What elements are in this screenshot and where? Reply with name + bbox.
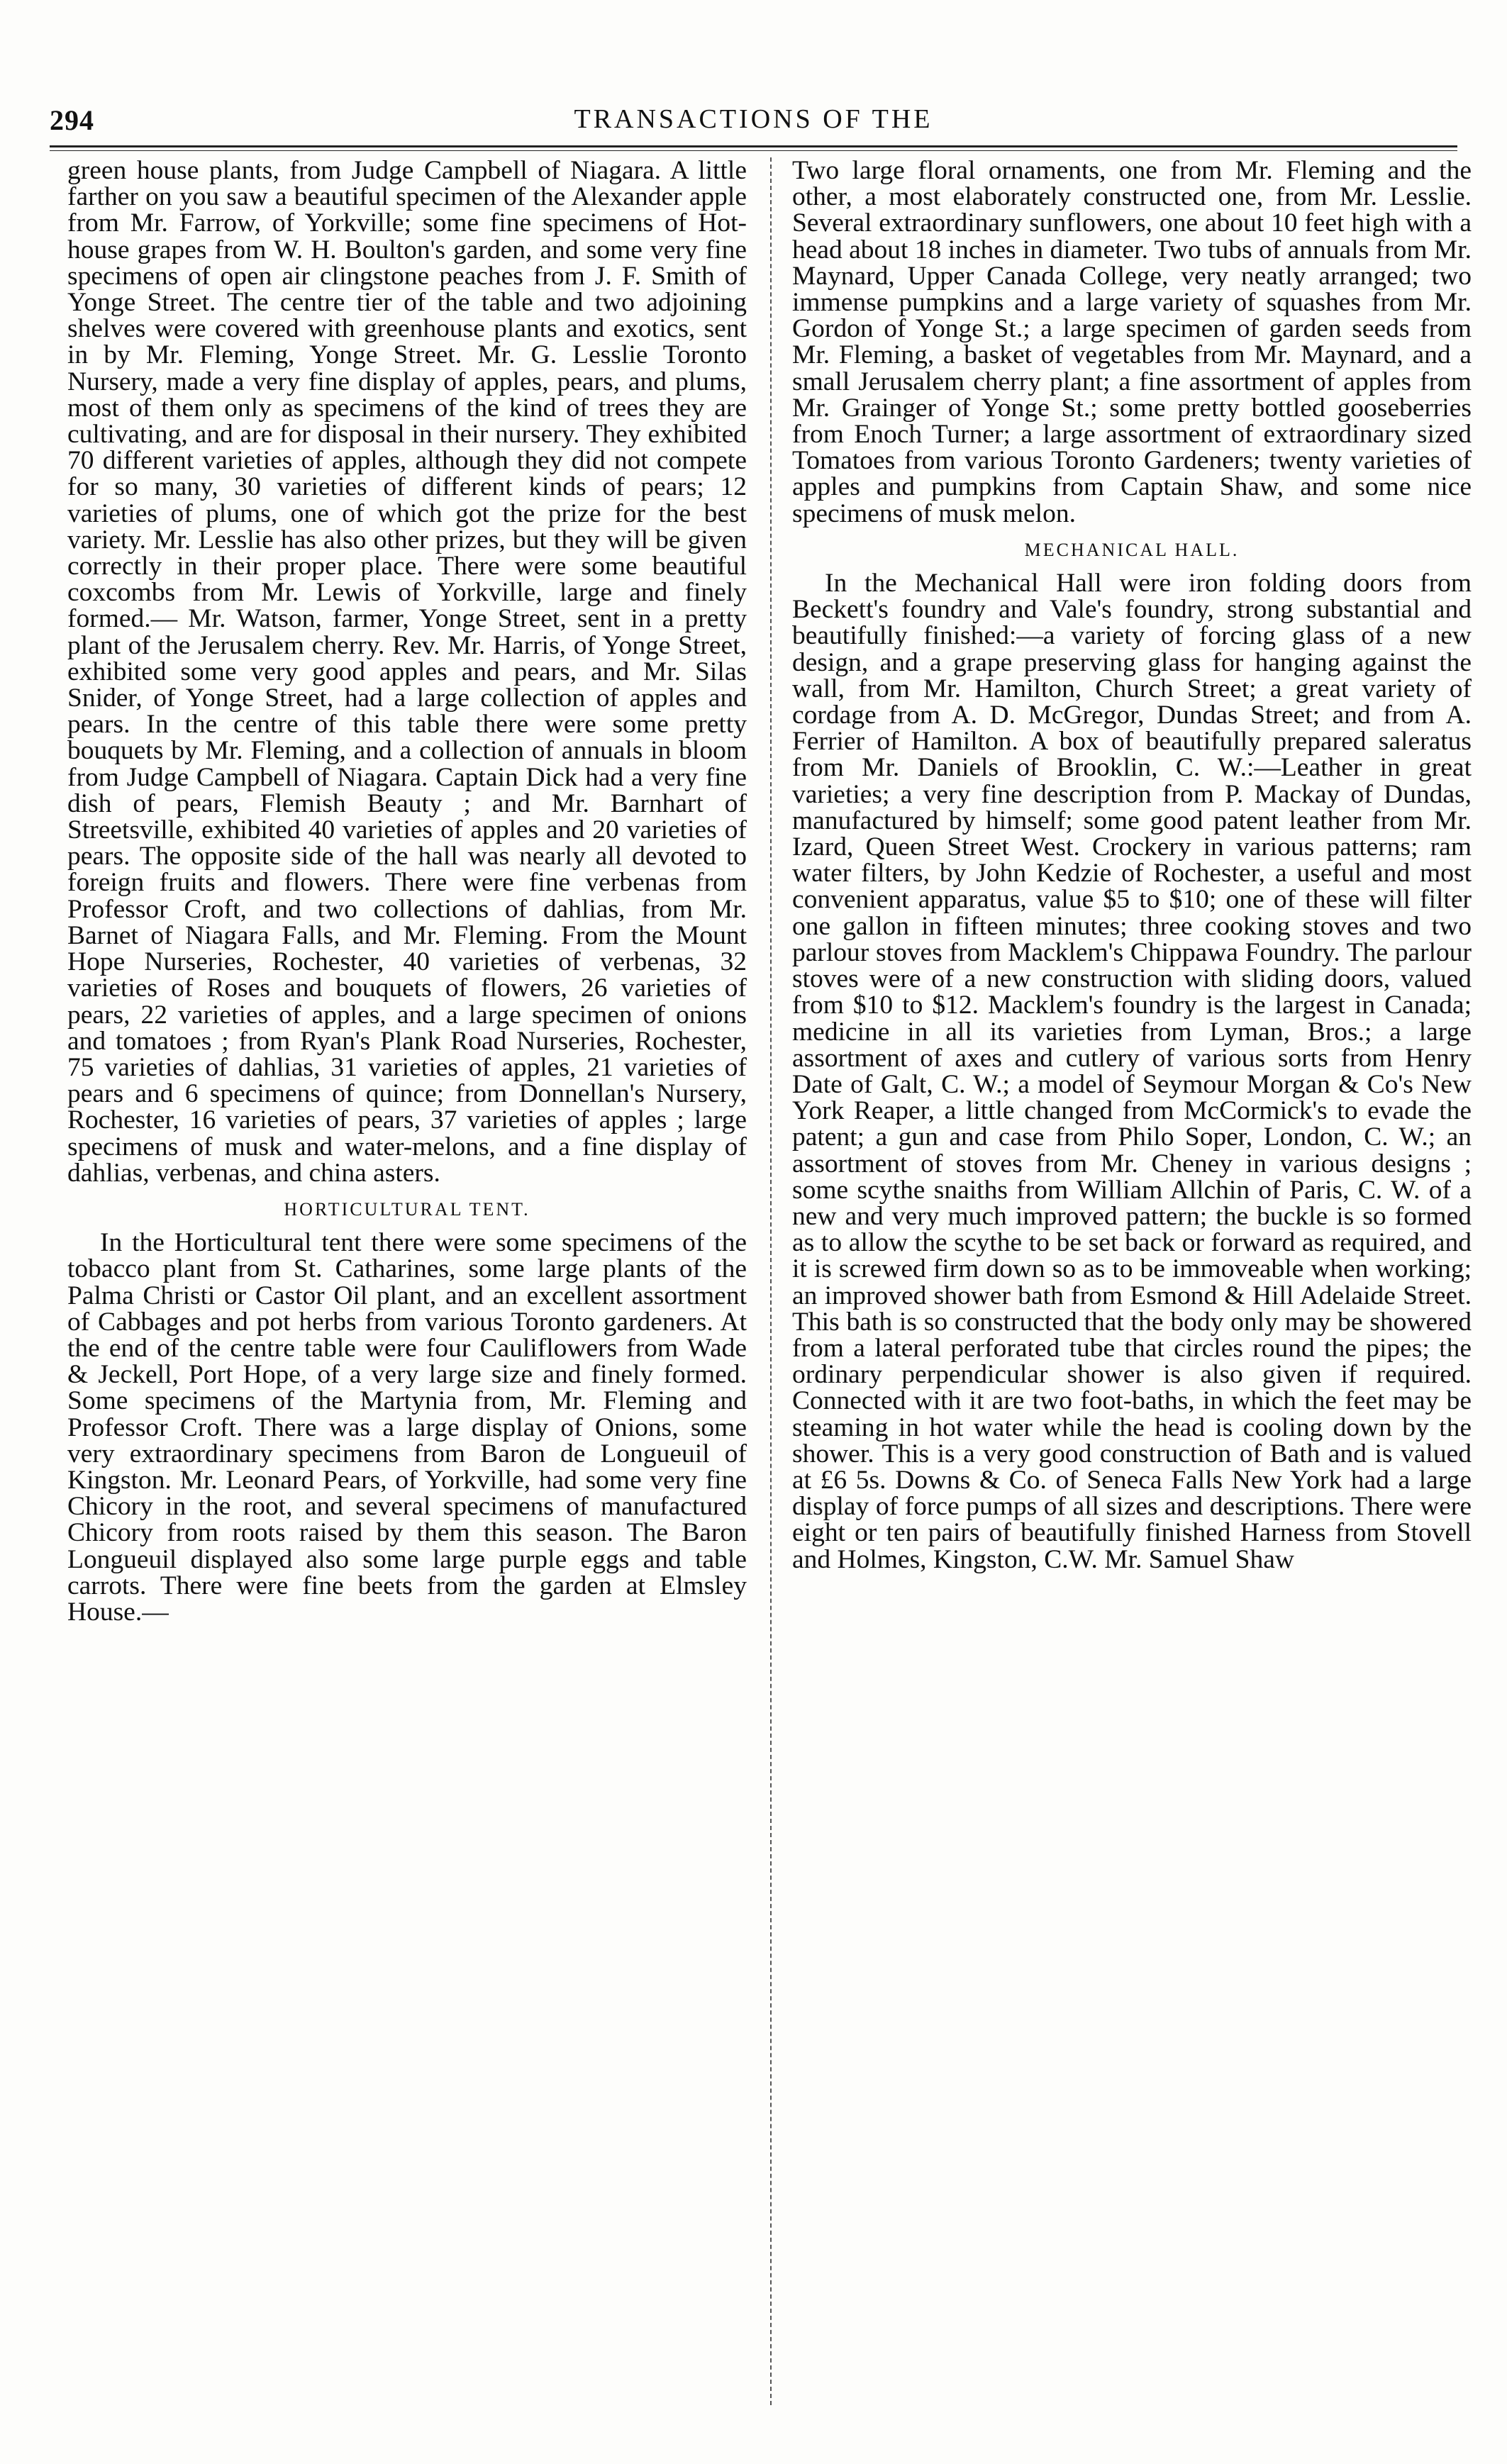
header-rule [50,145,1457,147]
left-paragraph-1: green house plants, from Judge Campbell of Niagara. A little farther on you saw a beautiful specimen of the Alexander apple from Mr. Farrow, of Yorkville; some fine specimens of Hot-house grapes from W. H. Boulton's garden, and some very fine specimens of open air clingstone peaches from J. F. Smith of Yonge Street. The centre tier of the table and two adjoining shelves were covered with greenhouse plants and exotics, sent in by Mr. Fleming, Yonge Street. Mr. G. Lesslie Toronto Nursery, made a very fine display of apples, pears, and plums, most of them only as specimens of the kind of trees they are cultivating, and are for disposal in their nursery. They exhibited 70 different varieties of apples, although they did not compete for so many, 30 varieties of different kinds of pears; 12 varieties of plums, one of which got the prize for the best variety. Mr. Lesslie has also other prizes, but they will be given correctly in their proper place. There were some beautiful coxcombs from Mr. Lewis of Yorkville, large and finely formed.— Mr. Watson, farmer, Yonge Street, sent in a pretty plant of the Jerusalem cherry. Rev. Mr. Harris, of Yonge Street, exhibited some very good apples and pears, and Mr. Silas Snider, of Yonge Street, had a large collection of apples and pears. In the centre of this table there were some pretty bouquets by Mr. Fleming, and a collection of annuals in bloom from Judge Campbell of Niagara. Captain Dick had a very fine dish of pears, Flemish Beauty ; and Mr. Barnhart of Streetsville, exhibited 40 varieties of apples and 20 varieties of pears. The opposite side of the hall was nearly all devoted to foreign fruits and flowers. There were fine verbenas from Professor Croft, and two collections of dahlias, from Mr. Barnet of Niagara Falls, and Mr. Fleming. From the Mount Hope Nurseries, Rochester, 40 varieties of verbenas, 32 varieties of Roses and bouquets of flowers, 26 varieties of pears, 22 varieties of apples, and a large specimen of onions and tomatoes ; from Ryan's Plank Road Nurseries, Rochester, 75 varieties of dahlias, 31 varieties of apples, 21 varieties of pears and 6 specimens of quince; from Donnellan's Nursery, Rochester, 16 varieties of pears, 37 varieties of apples ; large specimens of musk and water-melons, and a fine display of dahlias, verbenas, and china asters. [67,157,747,1188]
left-paragraph-2: In the Horticultural tent there were some specimens of the tobacco plant from St. Catharines, some large plants of the Palma Christi or Castor Oil plant, and an excellent assortment of Cabbages and pot herbs from various Toronto gardeners. At the end of the centre table were four Cauliflowers from Wade & Jeckell, Port Hope, of a very large size and finely formed. Some specimens of the Martynia from, Mr. Fleming and Professor Croft. There was a large display of Onions, some very extraordinary specimens from Baron de Longueuil of Kingston. Mr. Leonard Pears, of Yorkville, had some very fine Chicory in the root, and several specimens of manufactured Chicory from roots raised by them this season. The Baron Longueuil displayed also some large purple eggs and table carrots. There were fine beets from the garden at Elmsley House.— [67,1228,747,1627]
page-number: 294 [50,104,94,136]
right-paragraph-1: Two large floral ornaments, one from Mr. Fleming and the other, a most elaborately constructed one, from Mr. Lesslie. Several extraordinary sunflowers, one about 10 feet high with a head about 18 inches in diameter. Two tubs of annuals from Mr. Maynard, Upper Canada College, very neatly arranged; two immense pumpkins and a large variety of squashes from Mr. Gordon of Yonge St.; a large specimen of garden seeds from Mr. Fleming, a basket of vegetables from Mr. Maynard, and a small Jerusalem cherry plant; a fine assortment of apples from Mr. Grainger of Yonge St.; some pretty bottled gooseberries from Enoch Turner; a large assortment of extraordinary sized Tomatoes from various Toronto Gardeners; twenty varieties of apples and pumpkins from Captain Shaw, and some nice specimens of musk melon. [792,157,1472,528]
right-column [792,157,1472,2405]
page-header [50,104,1457,146]
section-heading-horticultural-tent: HORTICULTURAL TENT. [284,1198,530,1220]
header-rule-thin [50,150,1457,151]
right-paragraph-2: In the Mechanical Hall were iron folding doors from Beckett's foundry and Vale's foundry, strong substantial and beautifully finished:—a variety of forcing glass of a new design, and a grape preserving glass for hanging against the wall, from Mr. Hamilton, Church Street; a great variety of cordage from A. D. McGregor, Dundas Street; and from A. Ferrier of Hamilton. A box of beautifully prepared saleratus from Mr. Daniels of Brooklin, C. W.:—Leather in great varieties; a very fine description from P. Mackay of Dundas, manufactured by himself; some good patent leather from Mr. Izard, Queen Street West. Crockery in various patterns; ram water filters, by John Kedzie of Rochester, a useful and most convenient apparatus, value $5 to $10; one of these will filter one gallon in fifteen minutes; three cooking stoves and two parlour stoves from Macklem's Chippawa Foundry. The parlour stoves were of a new construction with sliding doors, valued from $10 to $12. Macklem's foundry is the largest in Canada; medicine in all its varieties from Lyman, Bros.; a large assortment of axes and cutlery of various sorts from Henry Date of Galt, C. W.; a model of Seymour Morgan & Co's New York Reaper, a little changed from McCormick's to evade the patent; a gun and case from Philo Soper, London, C. W.; an assortment of stoves from Mr. Cheney in various designs ; some scythe snaiths from William Allchin of Paris, C. W. of a new and very much improved pattern; the buckle is so formed as to allow the scythe to be set back or forward as required, and it is screwed firm down so as to be immoveable when working; an improved shower bath from Esmond & Hill Adelaide Street. This bath is so constructed that the body only may be showered from a lateral perforated tube that circles round the pipes; the ordinary perpendicular shower is also given if required. Connected with it are two foot-baths, in which the feet may be steaming in hot water while the head is cooling down by the shower. This is a very good construction of Bath and is valued at £6 5s. Downs & Co. of Seneca Falls New York had a large display of force pumps of all sizes and descriptions. There were eight or ten pairs of beautifully finished Harness from Stovell and Holmes, Kingston, C.W. Mr. Samuel Shaw [792,569,1472,1574]
section-heading-mechanical-hall: MECHANICAL HALL. [1024,539,1240,560]
running-head: TRANSACTIONS OF THE [574,104,933,134]
left-column [67,157,747,2405]
column-divider [770,157,772,2405]
